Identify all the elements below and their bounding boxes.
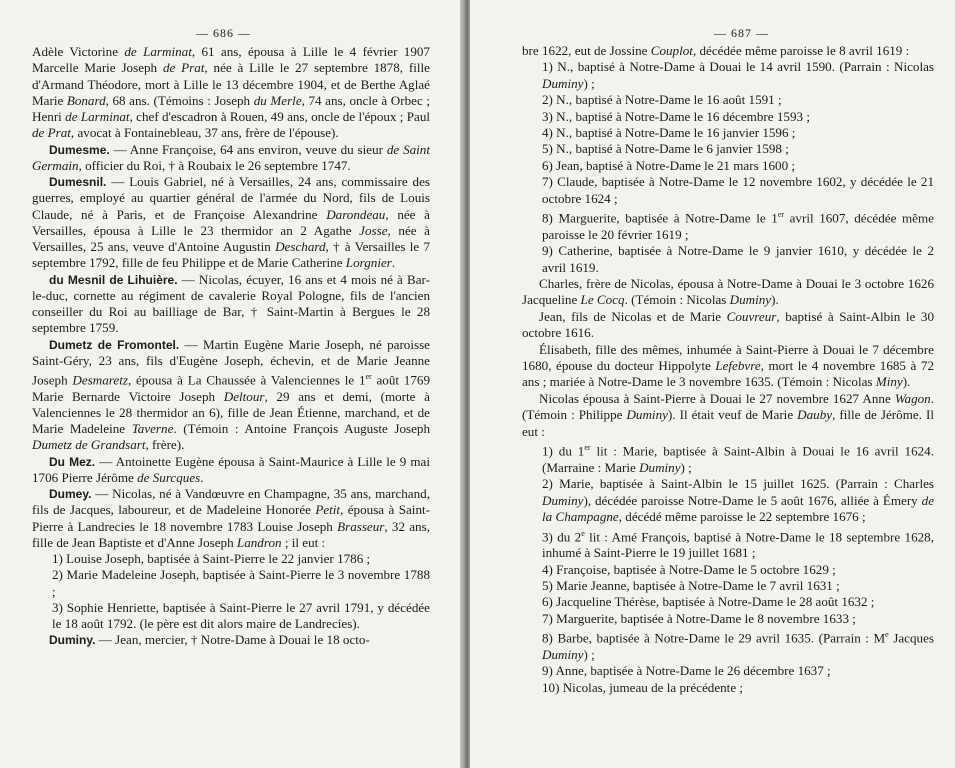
- paragraph: 5) N., baptisé à Notre-Dame le 6 janvier 1598 ;: [542, 141, 789, 157]
- paragraph: 4) N., baptisé à Notre-Dame le 16 janvier 1596 ;: [542, 125, 796, 141]
- left-page: [0, 0, 463, 768]
- paragraph: du Mesnil de Lihuière. — Nicolas, écuyer, 16 ans et 4 mois né à Bar-le-duc, cornette au régiment de cavalerie Royal Pologne, fils de l'ancien conseiller du Roi au bailliage de Bar, † Saint-Martin à Bergues le 28 septembre 1759.: [32, 271, 430, 336]
- paragraph: 3) N., baptisé à Notre-Dame le 16 décembre 1593 ;: [542, 108, 810, 124]
- paragraph: Du Mez. — Antoinette Eugène épousa à Saint-Maurice à Lille le 9 mai 1706 Pierre Jérôme de Surcques.: [32, 453, 430, 485]
- paragraph: 9) Anne, baptisée à Notre-Dame le 26 décembre 1637 ;: [542, 663, 831, 679]
- paragraph: Jean, fils de Nicolas et de Marie Couvreur, baptisé à Saint-Albin le 30 octobre 1616.: [522, 308, 934, 341]
- paragraph: 7) Claude, baptisée à Notre-Dame le 12 novembre 1602, y décédée le 21 octobre 1624 ;: [542, 174, 934, 206]
- paragraph: Adèle Victorine de Larminat, 61 ans, épousa à Lille le 4 février 1907 Marcelle Marie Joseph de Prat, née à Lille le 27 septembre 1878, fille d'Armand Théodore, mort à Lille le 13 décembre 1904, et de Berthe Aglaé Marie Bonard, 68 ans. (Témoins : Joseph du Merle, 74 ans, oncle à Orbec ; Henri de Larminat, chef d'escadron à Rouen, 49 ans, oncle de l'époux ; Paul de Prat, avocat à Fontainebleau, 37 ans, frère de l'épouse).: [32, 44, 431, 141]
- paragraph: 1) Louise Joseph, baptisée à Saint-Pierre le 22 janvier 1786 ;: [52, 551, 371, 567]
- paragraph: 9) Catherine, baptisée à Notre-Dame le 9 janvier 1610, y décédée le 2 avril 1619.: [542, 243, 934, 275]
- paragraph: Dumetz de Fromontel. — Martin Eugène Marie Joseph, né paroisse Saint-Géry, 23 ans, fils d'Eugène Joseph, échevin, et de Marie Jeanne Joseph Desmaretz, épousa à La Chaussée à Valenciennes le 1er août 1769 Marie Bernardе Victoire Joseph Deltour, 29 ans et demi, (morte à Valenciennes le 28 thermidor an 6), fille de Jean Étienne, marchand, et de Marie Madeleine Taverne. (Témoin : Antoine François Auguste Joseph Dumetz de Grandsart, frère).: [32, 336, 430, 453]
- paragraph: Charles, frère de Nicolas, épousa à Notre-Dame à Douai le 3 octobre 1626 Jacqueline Le Cocq. (Témoin : Nicolas Duminy).: [522, 276, 934, 308]
- paragraph: Dumesme. — Anne Françoise, 64 ans environ, veuve du sieur de Saint Germain, officier du Roi, † à Roubaix le 26 septembre 1747.: [32, 141, 430, 173]
- paragraph: 7) Marguerite, baptisée à Notre-Dame le 8 novembre 1633 ;: [542, 610, 856, 626]
- paragraph: 3) Sophie Henriette, baptisée à Saint-Pierre le 27 avril 1791, y décédée le 18 août 1792. (le père est dit alors maire de Landrecies).: [52, 599, 430, 632]
- paragraph: 2) Marie, baptisée à Saint-Albin le 15 juillet 1625. (Parrain : Charles Duminy), décédée paroisse Notre-Dame le 5 août 1676, alliée à Émery de la Champagne, décédé même paroisse le 22 septembre 1676 ;: [542, 476, 934, 525]
- paragraph: Duminy. — Jean, mercier, † Notre-Dame à Douai le 18 octo-: [49, 632, 370, 648]
- paragraph: 6) Jean, baptisé à Notre-Dame le 21 mars 1600 ;: [542, 157, 796, 173]
- paragraph: 4) Françoise, baptisée à Notre-Dame le 5 octobre 1629 ;: [542, 561, 836, 577]
- right-page-text: [522, 43, 934, 696]
- paragraph: 8) Marguerite, baptisée à Notre-Dame le 1er avril 1607, décédée même paroisse le 20 février 1619 ;: [542, 210, 934, 242]
- paragraph: 3) du 2e lit : Amé François, baptisé à Notre-Dame le 18 septembre 1628, inhumé à Saint-Pierre le 19 juillet 1681 ;: [542, 528, 934, 561]
- left-page-number: — 686 —: [196, 26, 251, 40]
- left-page-text: [32, 44, 430, 649]
- right-page: [470, 0, 955, 768]
- paragraph: bre 1622, eut de Jossine Couplot, décédée même paroisse le 8 avril 1619 :: [522, 43, 910, 58]
- paragraph: Dumesnil. — Louis Gabriel, né à Versailles, 24 ans, commissaire des guerres, employé au quartier général de l'armée du Nord, fils de Louis Claude, né à Paris, et de Françoise Alexandrine Darondeau, née à Versailles, épousa à Lille le 23 thermidor an 2 Agathe Josse, née à Versailles, 25 ans, veuve d'Antoine Augustin Deschard, † à Versailles le 7 septembre 1792, fille de feu Philippe et de Marie Catherine Lorgnier.: [32, 174, 430, 271]
- paragraph: 2) Marie Madeleine Joseph, baptisée à Saint-Pierre le 3 novembre 1788 ;: [52, 567, 430, 599]
- paragraph: 1) du 1er lit : Marie, baptisée à Saint-Albin à Douai le 16 avril 1624. (Marraine : Marie Duminy) ;: [542, 443, 934, 475]
- paragraph: 5) Marie Jeanne, baptisée à Notre-Dame le 7 avril 1631 ;: [542, 578, 840, 594]
- paragraph: 2) N., baptisé à Notre-Dame le 16 août 1591 ;: [542, 92, 782, 108]
- paragraph: Nicolas épousa à Saint-Pierre à Douai le 27 novembre 1627 Anne Wagon. (Témoin : Philippe Duminy). Il était veuf de Marie Dauby, fille de Jérôme. Il eut :: [522, 390, 935, 439]
- right-page-number: — 687 —: [714, 26, 769, 40]
- paragraph: 1) N., baptisé à Notre-Dame à Douai le 14 avril 1590. (Parrain : Nicolas Duminy) ;: [542, 59, 934, 91]
- paragraph: 8) Barbe, baptisée à Notre-Dame le 29 avril 1635. (Parrain : Me Jacques Duminy) ;: [542, 630, 934, 663]
- paragraph: 6) Jacqueline Thérèse, baptisée à Notre-Dame le 28 août 1632 ;: [542, 594, 875, 610]
- paragraph: Dumey. — Nicolas, né à Vandœuvre en Champagne, 35 ans, marchand, fils de Jacques, laboureur, et de Madeleine Honorée Petit, épousa à Saint-Pierre à Landrecies le 18 novembre 1783 Louise Joseph Brasseur, 32 ans, fille de Jean Baptiste et d'Anne Joseph Landron ; il eut :: [32, 486, 430, 550]
- paragraph: Élisabeth, fille des mêmes, inhumée à Saint-Pierre à Douai le 7 décembre 1680, épouse du docteur Hippolyte Lefebvre, mort le 4 novembre 1685 à 72 ans ; mariée à Notre-Dame le 3 novembre 1635. (Témoin : Nicolas Miny).: [522, 341, 934, 390]
- paragraph: 10) Nicolas, jumeau de la précédente ;: [542, 679, 744, 695]
